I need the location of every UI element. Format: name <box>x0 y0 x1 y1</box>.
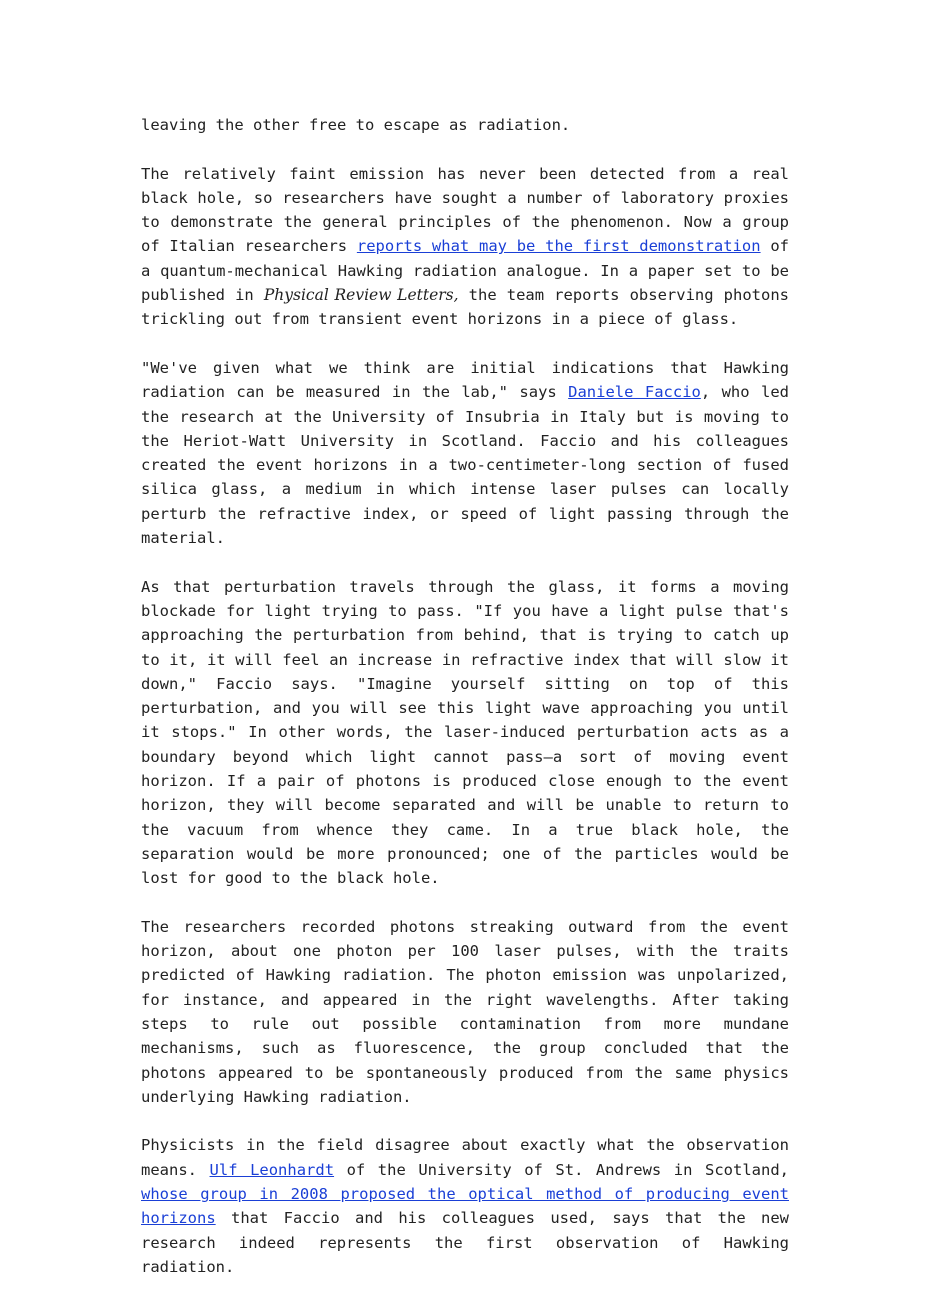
paragraph-4 <box>141 575 789 891</box>
paragraph-6-text-a: Physicists in the field disagree about exactly what the observation means. <box>141 1136 789 1179</box>
optical-method-link[interactable]: whose group in 2008 proposed the optical method of producing event horizons <box>141 1185 789 1228</box>
paragraph-3 <box>141 356 789 550</box>
journal-name: Physical Review Letters, <box>263 286 459 305</box>
paragraph-2-text-c: the team reports observing photons trickling out from transient event horizons in a piece of glass. <box>141 286 789 329</box>
paragraph-2 <box>141 162 789 332</box>
paragraph-2-text-b: of a quantum-mechanical Hawking radiation analogue. In a paper set to be published in <box>141 237 789 305</box>
demonstration-link[interactable]: reports what may be the first demonstration <box>356 237 761 256</box>
paragraph-6 <box>141 1133 789 1279</box>
paragraph-1 <box>141 113 789 137</box>
ulf-leonhardt-link[interactable]: Ulf Leonhardt <box>209 1160 335 1179</box>
paragraph-5 <box>141 915 789 1109</box>
paragraph-6-text-c: that Faccio and his colleagues used, says that the new research indeed represents the first observation of Hawking radiation. <box>141 1209 789 1276</box>
paragraph-3-text-b: , who led the research at the University of Insubria in Italy but is moving to the Heriot-Watt University in Scotland. Faccio and his colleagues created the event horizons in a two-centimeter-long section of fused silica glass, a medium in which intense laser pulses can locally perturb the refractive index, or speed of light passing through the material. <box>141 383 789 548</box>
daniele-faccio-link[interactable]: Daniele Faccio <box>568 383 701 402</box>
paragraph-1-text: leaving the other free to escape as radiation. <box>141 116 571 134</box>
paragraph-6-text-b: of the University of St. Andrews in Scotland, <box>334 1160 789 1179</box>
paragraph-4-text: As that perturbation travels through the glass, it forms a moving blockade for light trying to pass. "If you have a light pulse that's approaching the perturbation from behind, that is trying to catch up to it, it will feel an increase in refractive index that will slow it down," Faccio says. "Imagine yourself sitting on top of this perturbation, and you will see this light wave approaching you until it stops." In other words, the laser-induced perturbation acts as a boundary beyond which light cannot pass—a sort of moving event horizon. If a pair of photons is produced close enough to the event horizon, they will become separated and will be unable to return to the vacuum from whence they came. In a true black hole, the separation would be more pronounced; one of the particles would be lost for good to the black hole. <box>141 577 789 888</box>
paragraph-2-text-a: The relatively faint emission has never been detected from a real black hole, so researchers have sought a number of laboratory proxies to demonstrate the general principles of the phenomenon. Now a group of Italian researchers <box>141 164 789 256</box>
article-body <box>141 113 789 1304</box>
paragraph-3-text-a: "We've given what we think are initial indications that Hawking radiation can be measured in the lab," says <box>141 358 789 402</box>
paragraph-5-text: The researchers recorded photons streaking outward from the event horizon, about one photon per 100 laser pulses, with the traits predicted of Hawking radiation. The photon emission was unpolarized, for instance, and appeared in the right wavelengths. After taking steps to rule out possible contamination from more mundane mechanisms, such as fluorescence, the group concluded that the photons appeared to be spontaneously produced from the same physics underlying Hawking radiation. <box>141 917 789 1106</box>
